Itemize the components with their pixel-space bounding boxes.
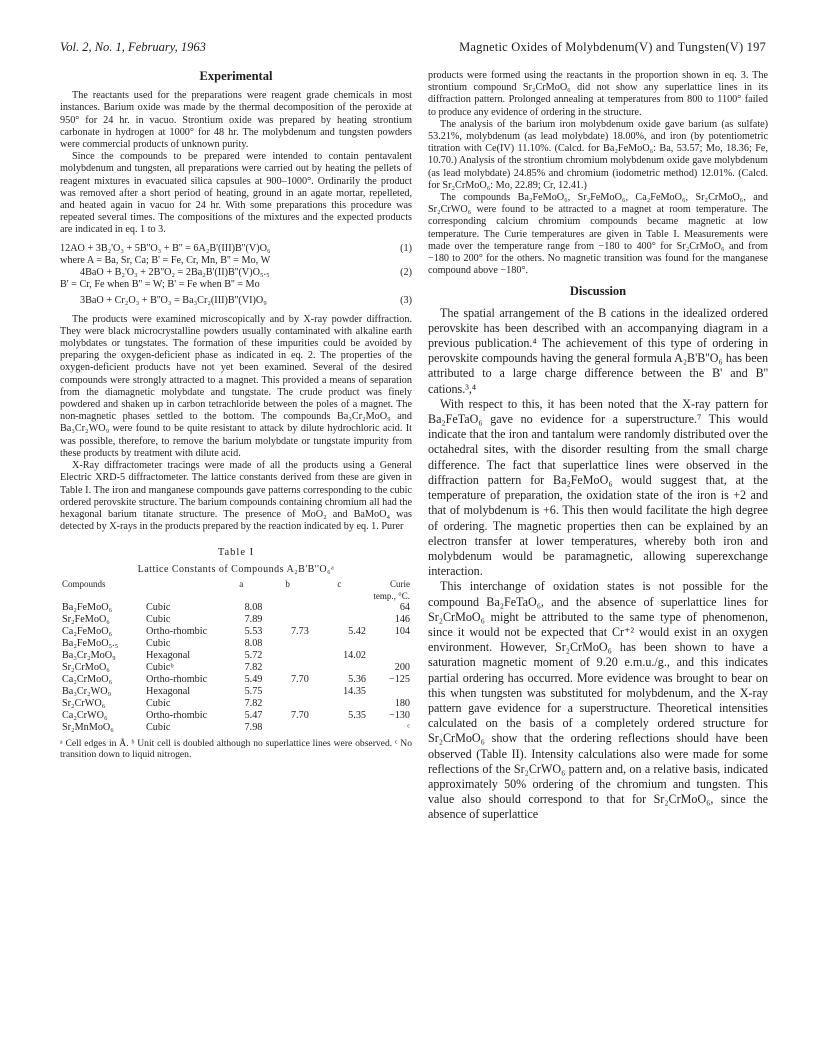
table-cell [264,662,310,674]
table-cell: Hexagonal [146,649,191,661]
table-cell: Cubicᵇ [146,661,174,673]
table-cell: 7.70 [290,673,309,685]
table-cell [311,662,368,674]
paragraph: products were formed using the reactants in the proportion shown in eq. 3. The strontium compound Sr₂CrMoO₆ did not show any superlattice lines in its diffraction pattern. Prolonged annealing at temperatures from 800 to 1100° failed to produce any evidence of ordering in the structure. [428,70,768,118]
table-cell [264,722,310,734]
table-cell: 5.36 [348,673,366,685]
table-cell [311,698,368,710]
table-header-cell: a [239,578,244,589]
table-cell: Cubic [146,721,171,733]
table-cell: Ortho-rhombic [146,625,208,637]
table-cell: Ortho-rhombic [146,709,208,721]
table-header-row [60,578,412,602]
table-cell: 8.08 [244,637,263,649]
equation-note: B' = Cr, Fe when B'' = W; B' = Fe when B'' = Mo [60,279,260,291]
paragraph: The analysis of the barium iron molybdenum oxide gave barium (as sulfate) 53.21%, molybdenum (as lead molybdate) 18.00%, and iron (by potentiometric titration with Ce(IV) 11.10%. (Calcd. for Ba₂FeMoO₆: Ba, 53.57; Mo, 18.36; Fe, 10.70.) Analysis of the strontium chromium molybdenum oxide gave molybdenum (as lead molybdate) 24.85% and chromium (iodometric method) 12.01%. (Calcd. for Sr₂CrMoO₆: Mo, 22.89; Cr, 12.41.) [428,118,768,191]
equation-note: where A = Ba, Sr, Ca; B' = Fe, Cr, Mn, B'' = Mo, W [60,254,271,266]
table-row [60,626,412,638]
paragraph: This interchange of oxidation states is not possible for the compound Ba₂FeTaO₆, and the absence of superlattice lines for Sr₂CrMoO₆ might be attributed to the same type of phenomenon, since it would not be expected that Cr⁺² would exist in an oxygen environment. However, Sr₂CrMoO₆ has been shown to have a saturation magnetic moment of 9.20 e.m.u./g., and this indicates partial ordering has occurred. More evidence was brought to bear on this when tungsten was substituted for molybdenum, and the X-ray pattern gave evidence for a superstructure. Theoretical intensities calculated on the basis of a completely ordered structure for Sr₂CrMoO₆ show that the ordering reflections should have been observed (Table II). Intensity calculations also were made for some reflections of the Sr₂CrWO₆ pattern and, on a relative basis, indicated approximately 50% ordering of the chromium and tungsten. This value also should correspond to that for Sr₂CrMoO₆, since the absence of superlattice [428,579,768,822]
table-cell [311,614,368,626]
table-cell: 7.89 [244,613,263,625]
paragraph: The compounds Ba₂FeMoO₆, Sr₂FeMoO₆, Ca₂FeMoO₆, Sr₂CrMoO₆, and Sr₂CrWO₆ were found to be attracted to a magnet at room temperature. The corresponding calcium chromium compounds became magnetic at low temperature. The Curie temperatures are given in Table I. Measurements were made over the temperature range from −180 to 400° for Sr₂CrMoO₆ and from −180 to 200° for the others. No magnetic transition was found for the manganese compound above −180°. [428,192,768,277]
table-cell: Cubic [146,601,171,613]
table-cell [311,722,368,734]
table-cell [264,614,310,626]
table-footnote: ᵃ Cell edges in Å. ᵇ Unit cell is doubled although no superlattice lines were observed. ᶜ No transition down to liquid nitrogen. [60,737,412,761]
table-cell: Ca₂CrWO₆ [62,709,108,721]
lattice-constants-table [60,578,412,734]
equation-number: (1) [400,242,412,254]
table-cell: 5.49 [244,673,263,685]
table-header-cell [144,578,218,602]
table-header-cell: Compounds [62,578,106,589]
table-cell [264,602,310,614]
table-cell [264,650,310,662]
table-row [60,722,412,734]
table-cell: Ca₂CrMoO₆ [62,673,113,685]
table-row [60,638,412,650]
table-row [60,650,412,662]
table-cell: 64 [399,601,410,613]
table-cell: 146 [394,613,410,625]
table-cell: −130 [388,709,410,721]
table-cell [368,638,412,650]
section-heading-discussion: Discussion [569,284,627,299]
paragraph: With respect to this, it has been noted that the X-ray pattern for Ba₂FeTaO₆ gave no evidence for a superstructure.⁷ This would indicate that the iron and tantalum were randomly distributed over the octahedral sites, with the disorder resulting from the small charge difference. The fact that superlattice lines were observed in the diffraction pattern for Ba₂FeMoO₆ would suggest that, at the temperature of preparation, the oxidation state of the iron is +2 and that of molybdenum is +6. This then would facilitate the high degree of ordering. The magnetic properties then can be explained by an electron transfer at lower temperatures, whereby both iron and molybdenum would be paramagnetic, allowing superexchange interaction. [428,396,768,579]
table-cell [264,638,310,650]
table-cell: Sr₂FeMoO₆ [62,613,110,625]
table-row [60,686,412,698]
table-cell: 7.82 [244,697,263,709]
equation-block [60,243,412,308]
right-column [428,70,768,823]
table-cell: Sr₂CrWO₆ [62,697,106,709]
equation-1: 12AO + 3B₂'O₃ + 5B''O₃ + B'' = 6A₂B'(III)B''(V)O₆ [60,242,271,254]
left-column [60,70,412,761]
equation-3: 3BaO + Cr₂O₃ + B''O₃ = Ba₃Cr₂(III)B''(VI)O₉ [80,295,267,307]
table-cell: 7.70 [290,709,309,721]
table-cell: Ca₂FeMoO₆ [62,625,113,637]
table-header-cell: c [337,578,342,589]
table-header-cell: Curie temp., °C. [373,578,410,601]
table-cell: Cubic [146,697,171,709]
paragraph: Since the compounds to be prepared were intended to contain pentavalent molybdenum and tungsten, all preparations were carried out by heating the pellets of reagent mixtures in evacuated silica capsules at 900–1000°. Ordinarily the product was removed after a short period of heating, ground in an agate mortar, repelleted, and heated again in vacuo for 24 hr. With some preparations this procedure was repeated several times. The compositions of the mixtures and the expected products are indicated in eq. 1 to 3. [60,151,412,236]
paragraph: The products were examined microscopically and by X-ray powder diffraction. They were black microcrystalline powders usually contaminated with alkaline earth molybdates or tungstates. The formation of these impurities could be avoided by preparing the oxygen-deficient phase as indicated in eq. 2. The properties of the oxygen-deficient products have not yet been examined. Several of the desired compounds were strongly attracted to a magnet. This provided a means of separation from the diamagnetic molybdate and tungstate. The crude product was finely powdered and shaken up in carbon tetrachloride between the poles of a magnet. The non-magnetic phases settled to the bottom. The compounds Ba₃Cr₂MoO₉ and Ba₃Cr₂WO₉ were found to be quite resistant to attack by dilute hydrochloric acid. It was possible, therefore, to remove the barium molybdate or tungstate impurity from these products by treatment with dilute acid. [60,313,412,459]
table-cell: 14.02 [343,649,366,661]
page-header [60,40,766,58]
paragraph: X-Ray diffractometer tracings were made of all the products using a General Electric XRD-5 diffractometer. The lattice constants derived from these are given in Table I. The iron and manganese compounds gave patterns corresponding to the cubic ordered perovskite structure. The barium compounds containing chromium all had the hexagonal barium titanate structure. The presence of MoO₂ and BaMoO₄ was detected by X-rays in the products prepared by the reaction indicated by eq. 1. Purer [60,460,412,533]
table-row [60,710,412,722]
running-title: Magnetic Oxides of Molybdenum(V) and Tungsten(V) 197 [459,40,766,54]
table-title: Table I [217,547,255,559]
table-cell: Ba₂FeMoO₅.₅ [62,637,119,649]
table-row [60,698,412,710]
equation-number: (3) [400,295,412,307]
table-header-cell: b [285,578,290,589]
table-cell: 8.08 [244,601,263,613]
table-cell: 5.47 [244,709,263,721]
table-cell: 5.72 [244,649,263,661]
table-subtitle: Lattice Constants of Compounds A₂B'B''O₆ᵃ [137,563,335,575]
equation-2: 4BaO + B₂'O₃ + 2B''O₂ = 2Ba₂B'(II)B''(V)O₅.₅ [80,267,270,279]
paragraph: The spatial arrangement of the B cations in the idealized ordered perovskite has been described with an accompanying diagram in a previous publication.⁴ The achievement of this type of ordering in perovskite compounds having the general formula A₂B'B''O₆ has been attributed to a large charge difference between the B' and B'' cations.³,⁴ [428,305,768,396]
table-cell: Ba₃Cr₂WO₉ [62,685,112,697]
table-cell [311,602,368,614]
table-cell: −125 [388,673,410,685]
table-cell: 5.53 [244,625,263,637]
table-cell: 14.35 [343,685,366,697]
table-cell [368,686,412,698]
table-cell: 5.42 [348,625,366,637]
table-cell [311,638,368,650]
table-row [60,602,412,614]
table-cell: 104 [394,625,410,637]
table-row [60,674,412,686]
table-cell: Ba₂FeMoO₆ [62,601,113,613]
table-cell: 7.82 [244,661,263,673]
table-cell [264,686,310,698]
table-row [60,662,412,674]
table-cell: 7.98 [244,721,263,733]
equation-number: (2) [400,267,412,279]
table-cell: Ba₃Cr₂MoO₉ [62,649,116,661]
table-cell: Hexagonal [146,685,191,697]
table-cell [368,650,412,662]
table-row [60,614,412,626]
table-cell: 7.73 [290,625,309,637]
section-heading-experimental: Experimental [199,69,273,83]
table-cell: 5.75 [244,685,263,697]
table-cell: 5.35 [348,709,366,721]
table-cell: 180 [394,697,410,709]
table-cell [264,698,310,710]
table-cell: Sr₂CrMoO₆ [62,661,110,673]
table-cell: Cubic [146,637,171,649]
journal-info: Vol. 2, No. 1, February, 1963 [60,40,206,54]
table-cell: Cubic [146,613,171,625]
table-cell: ᶜ [407,721,410,733]
table-cell: 200 [394,661,410,673]
table-cell: Ortho-rhombic [146,673,208,685]
paragraph: The reactants used for the preparations were reagent grade chemicals in most instances. Barium oxide was made by the thermal decomposition of the peroxide at 950° for 24 hr. in vacuo. Strontium oxide was prepared by heating strontium carbonate in hydrogen at 1000° for 48 hr. The molybdenum and tungsten powders were commercial products of unknown purity. [60,90,412,151]
table-cell: Sr₂MnMoO₆ [62,721,114,733]
